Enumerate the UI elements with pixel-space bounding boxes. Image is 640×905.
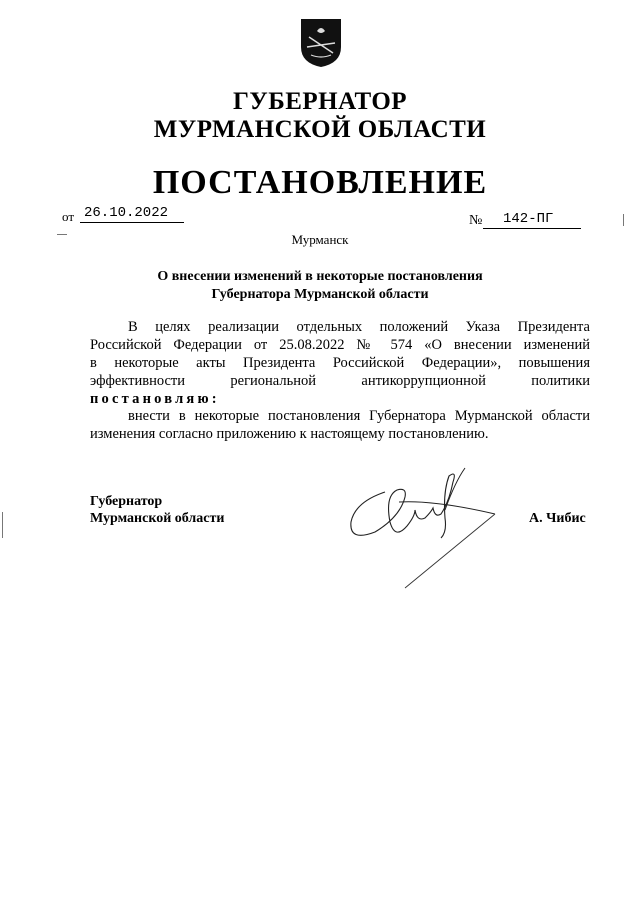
number-prefix: № xyxy=(469,213,483,228)
document-type: ПОСТАНОВЛЕНИЕ xyxy=(152,164,488,201)
coat-of-arms-icon xyxy=(299,17,343,69)
signatory-role xyxy=(90,493,224,527)
authority-title-line1: ГУБЕРНАТОР xyxy=(232,88,408,115)
subject-line1: О внесении изменений в некоторые постановления xyxy=(157,269,483,284)
signatory-name: А. Чибис xyxy=(529,511,586,526)
document-number: 142-ПГ xyxy=(483,210,581,229)
subject-line2: Губернатора Мурманской области xyxy=(211,287,429,302)
scan-mark xyxy=(623,214,624,226)
date-prefix: от xyxy=(62,209,75,224)
authority-title-line2: МУРМАНСКОЙ ОБЛАСТИ xyxy=(153,116,487,143)
scan-mark xyxy=(2,512,3,538)
issue-city: Мурманск xyxy=(291,232,349,247)
body-line: Российской Федерации от 25.08.2022 № 574 «О внесении изменений xyxy=(90,337,590,353)
document-subject xyxy=(0,268,640,304)
scan-mark xyxy=(57,234,67,235)
signatory-role-line1: Губернатор xyxy=(90,494,163,509)
body-line: изменения согласно приложению к настоящему постановлению. xyxy=(90,426,489,442)
body-line: В целях реализации отдельных положений Указа Президента xyxy=(128,319,590,335)
body-line: эффективности региональной антикоррупционной политики xyxy=(90,373,590,389)
signatory-role-line2: Мурманской области xyxy=(90,511,225,526)
decree-word: постановляю: xyxy=(90,391,220,407)
document-date: 26.10.2022 xyxy=(80,204,184,223)
handwritten-signature xyxy=(345,462,505,592)
body-line: в некоторые акты Президента Российской Федерации», повышения xyxy=(90,355,590,371)
body-line: внести в некоторые постановления Губернатора Мурманской области xyxy=(128,408,590,424)
